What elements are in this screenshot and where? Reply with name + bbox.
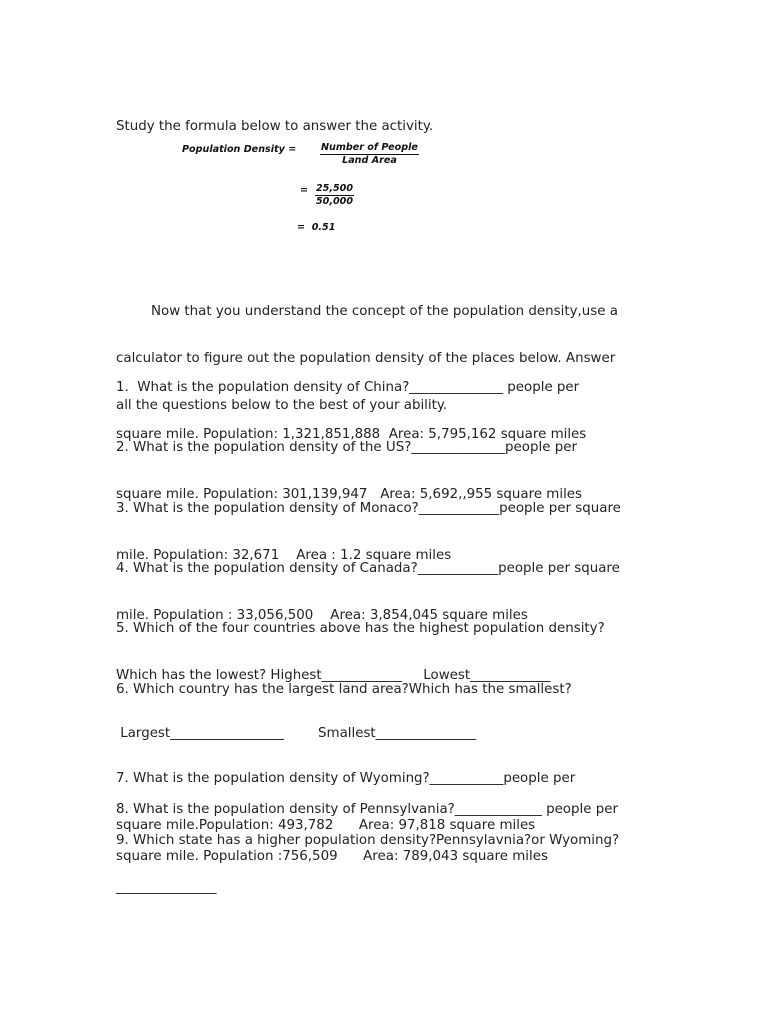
question-line: square mile. Population :756,509 Area: 789,043 square miles [116,848,548,864]
question-line: 7. What is the population density of Wyoming?___________people per [116,771,576,787]
question-line: square mile. Population: 301,139,947 Area: 5,692,,955 square miles [116,486,583,502]
formula-step-numerator: 25,500 [316,183,354,194]
question-line: 5. Which of the four countries above has the highest population density? [116,621,605,637]
question-line: 1. What is the population density of China?______________ people per [116,380,580,396]
instructions-line: calculator to figure out the population density of the places below. Answer [116,350,616,366]
formula-numerator: Number of People [321,142,418,153]
formula-step-fraction [315,183,354,207]
population-density-formula [178,134,448,236]
formula-label: Population Density = [182,144,297,155]
question-line: 3. What is the population density of Monaco?____________people per square [116,501,621,517]
question-line: 6. Which country has the largest land area?Which has the smallest? [116,682,572,698]
question-line: square mile. Population: 1,321,851,888 Area: 5,795,162 square miles [116,426,587,442]
question-line: Which has the lowest? Highest____________ Lowest____________ [116,667,551,683]
question-line: 9. Which state has a higher population density?Pennsylavnia?or Wyoming? [116,833,620,849]
question-line: Largest_________________ Smallest_______________ [116,726,477,742]
formula-step-equals: = [300,185,309,196]
instructions-line: all the questions below to the best of your ability. [116,397,448,413]
formula-step-denominator: 50,000 [316,196,354,207]
question-line: square mile.Population: 493,782 Area: 97,818 square miles [116,817,536,833]
question-line: _______________ [116,879,217,895]
question-line: 8. What is the population density of Pennsylvania?_____________ people per [116,802,618,818]
question-9 [116,802,661,927]
question-line: mile. Population: 32,671 Area : 1.2 square miles [116,547,452,563]
question-line: 2. What is the population density of the US?______________people per [116,440,577,456]
formula-result: = 0.51 [297,222,336,233]
formula-denominator: Land Area [342,155,397,166]
instructions-line: Now that you understand the concept of the population density,use a [151,304,618,320]
formula-fraction [320,142,419,166]
question-line: mile. Population : 33,056,500 Area: 3,854,045 square miles [116,607,528,623]
question-line: 4. What is the population density of Canada?____________people per square [116,561,620,577]
intro-line: Study the formula below to answer the activity. [116,119,434,135]
